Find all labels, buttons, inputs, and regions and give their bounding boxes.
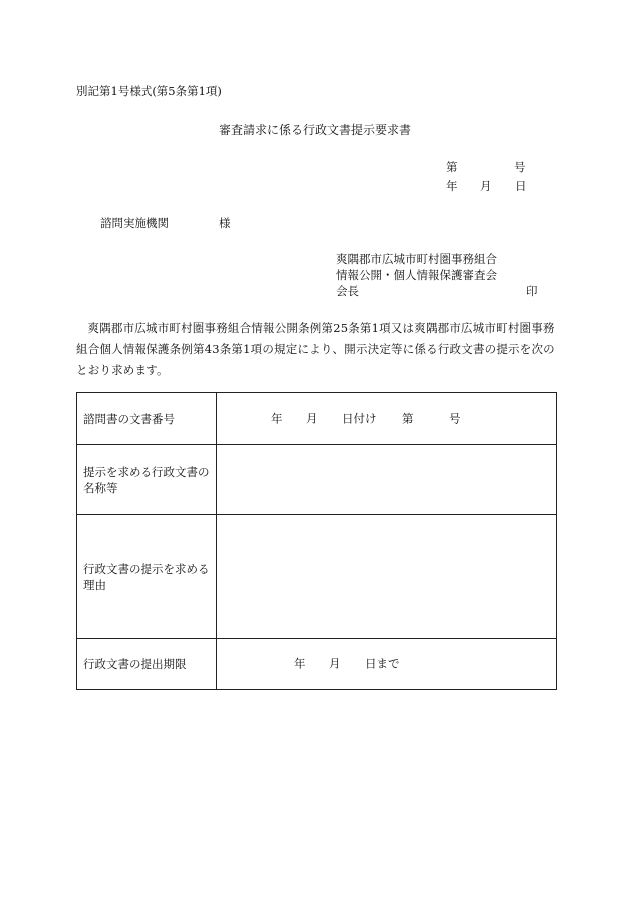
table-row: [77, 639, 557, 690]
value-submission-deadline[interactable]: [217, 639, 557, 690]
addressee-label: 諮問実施機関: [100, 216, 169, 230]
table-row: [77, 515, 557, 639]
request-table: [76, 392, 557, 690]
row1-go: 号: [449, 410, 461, 425]
value-document-number[interactable]: [217, 393, 557, 445]
doc-number-go: 号: [514, 160, 526, 174]
date-day: 日: [515, 179, 527, 193]
seal-mark: 印: [526, 284, 538, 298]
row4-month: 月: [329, 656, 341, 671]
row4-day: 日まで: [365, 656, 400, 671]
label-document-name: 提示を求める行政文書の名称等: [77, 445, 217, 515]
value-document-name[interactable]: [217, 445, 557, 515]
value-request-reason[interactable]: [217, 515, 557, 639]
row1-year: 年: [271, 410, 283, 425]
sender-title: 会長: [336, 284, 359, 298]
doc-number-dai: 第: [446, 160, 458, 174]
label-request-reason: 行政文書の提示を求める理由: [77, 515, 217, 639]
sender-committee: 情報公開・個人情報保護審査会: [336, 268, 497, 282]
row1-day: 日付け: [342, 410, 377, 425]
sender-organization: 爽隅郡市広城市町村圏事務組合: [336, 252, 497, 266]
label-document-number: 諮問書の文書番号: [77, 393, 217, 445]
date-year: 年: [446, 179, 458, 193]
row1-dai: 第: [402, 410, 414, 425]
document-title: 審査請求に係る行政文書提示要求書: [218, 123, 411, 137]
label-submission-deadline: 行政文書の提出期限: [77, 639, 217, 690]
table-row: [77, 445, 557, 515]
date-month: 月: [480, 179, 492, 193]
row1-month: 月: [306, 410, 318, 425]
body-paragraph: 爽隅郡市広城市町村圏事務組合情報公開条例第25条第1項又は爽隅郡市広城市町村圏事務組合個人情報保護条例第43条第1項の規定により、開示決定等に係る行政文書の提示を次のとおり求めます。: [76, 321, 555, 377]
row4-year: 年: [294, 656, 306, 671]
table-row: [77, 393, 557, 445]
form-reference: 別記第1号様式(第5条第1項): [76, 84, 222, 98]
addressee-honorific: 様: [219, 216, 231, 230]
